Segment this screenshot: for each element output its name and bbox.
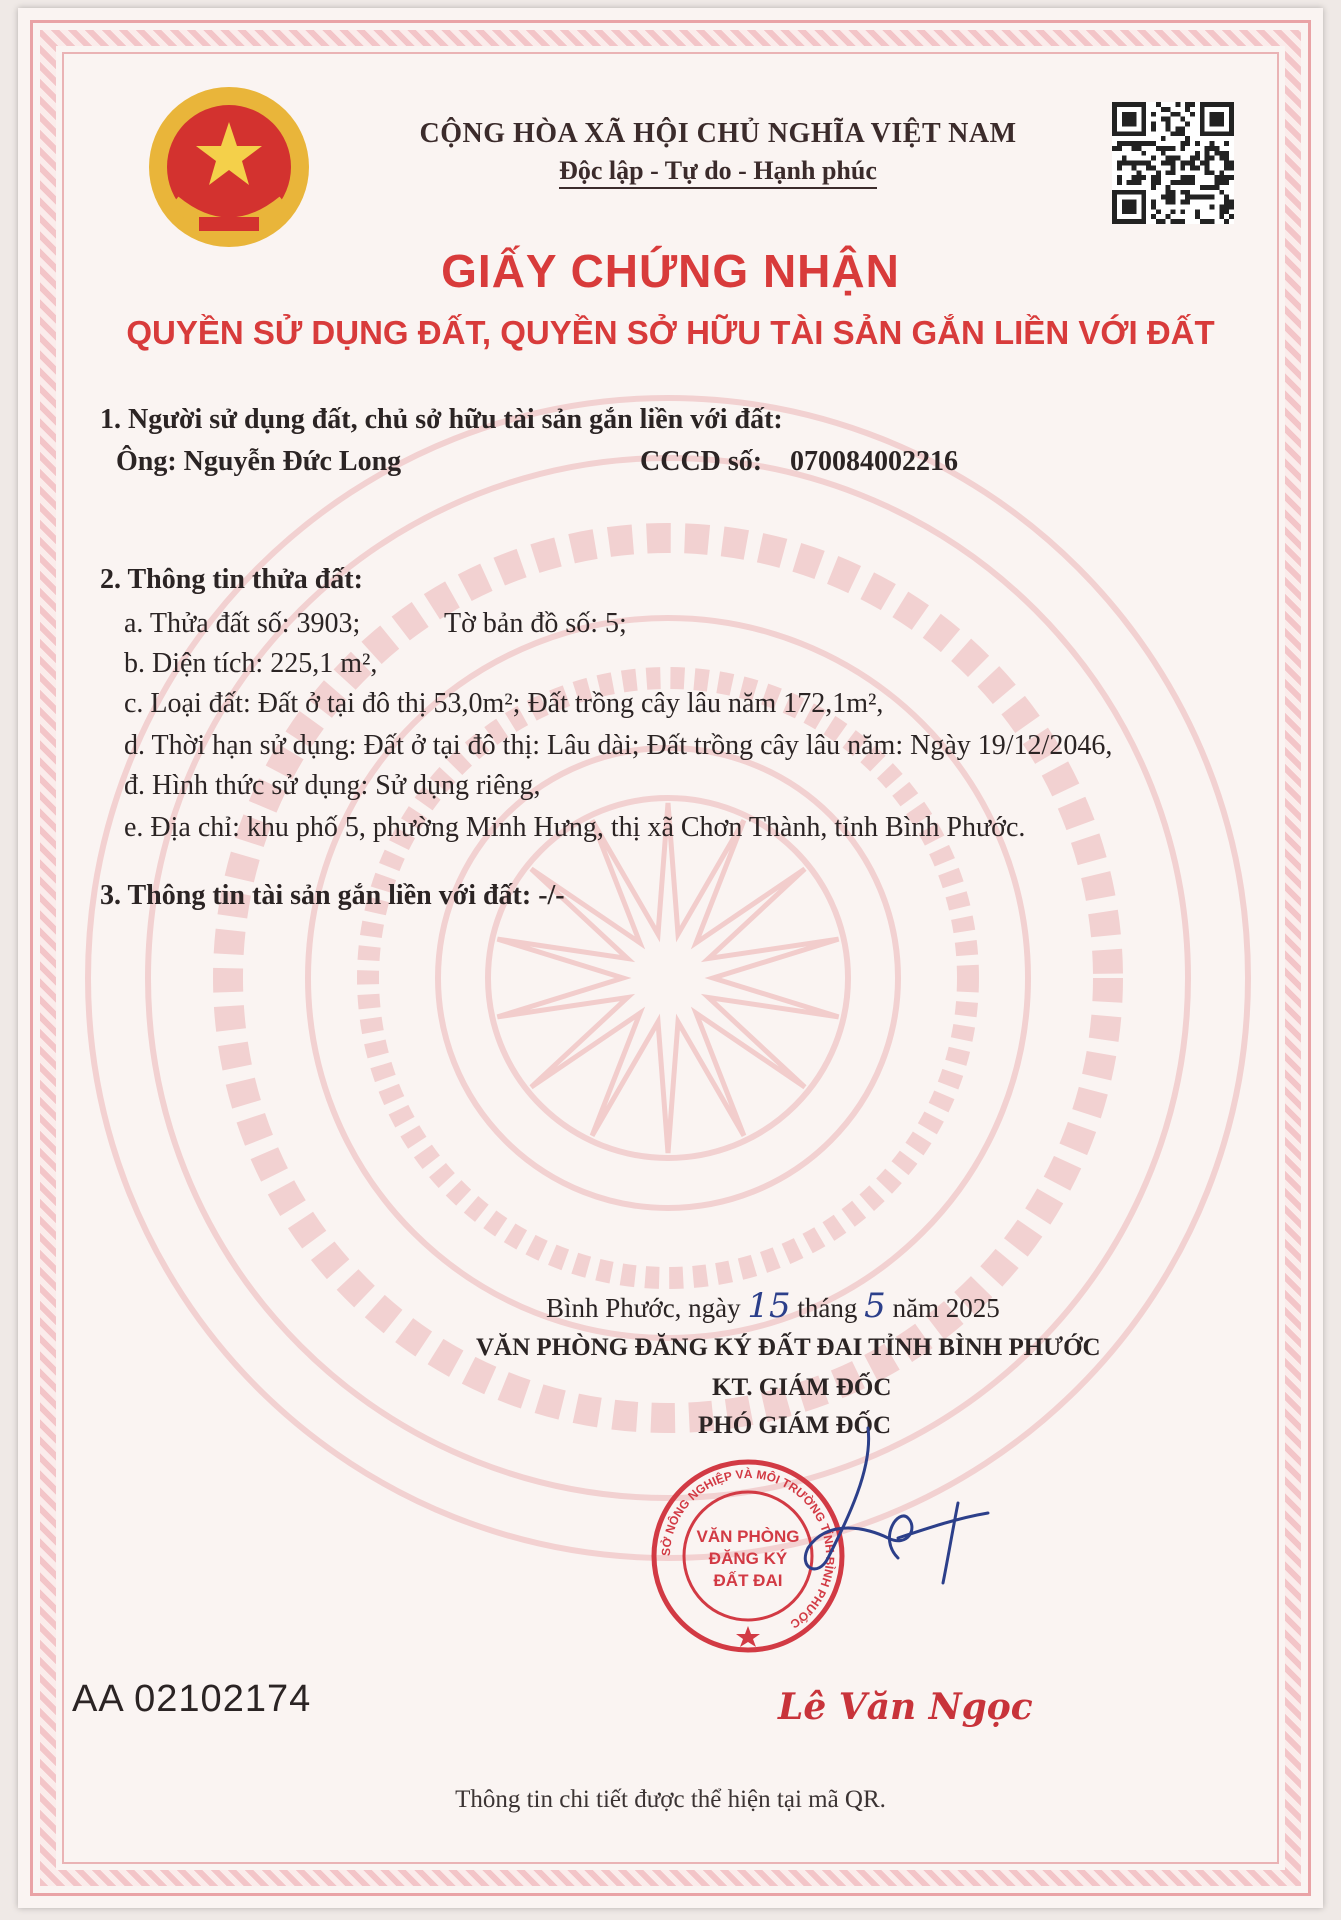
land-area: b. Diện tích: 225,1 m², (124, 648, 378, 679)
svg-text:ĐẤT ĐAI: ĐẤT ĐAI (713, 1571, 783, 1590)
id-number: 070084002216 (790, 446, 958, 477)
usage-form: đ. Hình thức sử dụng: Sử dụng riêng, (124, 770, 541, 801)
bronze-drum-watermark (58, 368, 1278, 1588)
section3-heading: 3. Thông tin tài sản gắn liền với đất: -/- (100, 880, 565, 911)
svg-text:ĐĂNG KÝ: ĐĂNG KÝ (708, 1549, 788, 1568)
country-name: CỘNG HÒA XÃ HỘI CHỦ NGHĨA VIỆT NAM (419, 118, 1017, 149)
issue-month: 5 (864, 1286, 886, 1326)
handwritten-signature (758, 1408, 998, 1608)
parcel-number: a. Thửa đất số: 3903; (124, 608, 361, 639)
land-address: e. Địa chỉ: khu phố 5, phường Minh Hưng, thị xã Chơn Thành, tỉnh Bình Phước. (124, 812, 1026, 843)
id-label: CCCD số: (640, 446, 763, 477)
qr-footer-note: Thông tin chi tiết được thể hiện tại mã QR. (455, 1786, 886, 1813)
certificate-sheet (18, 8, 1323, 1908)
national-motto: Độc lập - Tự do - Hạnh phúc (218, 156, 1218, 186)
month-label: tháng (797, 1293, 858, 1323)
svg-text:VĂN PHÒNG: VĂN PHÒNG (696, 1527, 800, 1546)
usage-term: d. Thời hạn sử dụng: Đất ở tại đô thị: Lâu dài; Đất trồng cây lâu năm: Ngày 19/12/2046, (124, 730, 1113, 761)
map-sheet-number: Tờ bản đồ số: 5; (444, 608, 627, 639)
signer-name: Lê Văn Ngọc (778, 1686, 1033, 1728)
owner-name: Ông: Nguyễn Đức Long (116, 446, 402, 477)
certificate-title: GIẤY CHỨNG NHẬN (441, 245, 900, 297)
issue-place: Bình Phước, ngày (546, 1293, 741, 1323)
issue-day: 15 (747, 1286, 791, 1326)
director-title: KT. GIÁM ĐỐC (712, 1374, 892, 1401)
section1-heading: 1. Người sử dụng đất, chủ sở hữu tài sản gắn liền với đất: (100, 404, 783, 435)
issuing-office: VĂN PHÒNG ĐĂNG KÝ ĐẤT ĐAI TỈNH BÌNH PHƯỚC (476, 1334, 1101, 1361)
issue-date-line (546, 1286, 1000, 1326)
svg-text:SỞ NÔNG NGHIỆP VÀ MÔI TRƯỜNG T: SỞ NÔNG NGHIỆP VÀ MÔI TRƯỜNG TỈNH BÌNH PHƯỚC (658, 1466, 838, 1632)
land-type: c. Loại đất: Đất ở tại đô thị 53,0m²; Đất trồng cây lâu năm 172,1m², (124, 688, 884, 719)
section2-heading: 2. Thông tin thửa đất: (100, 564, 363, 595)
deputy-director-title: PHÓ GIÁM ĐỐC (698, 1412, 892, 1439)
serial-number: AA 02102174 (72, 1678, 312, 1720)
certificate-subtitle: QUYỀN SỬ DỤNG ĐẤT, QUYỀN SỞ HỮU TÀI SẢN GẮN LIỀN VỚI ĐẤT (126, 314, 1215, 351)
year-label: năm 2025 (892, 1293, 1000, 1323)
